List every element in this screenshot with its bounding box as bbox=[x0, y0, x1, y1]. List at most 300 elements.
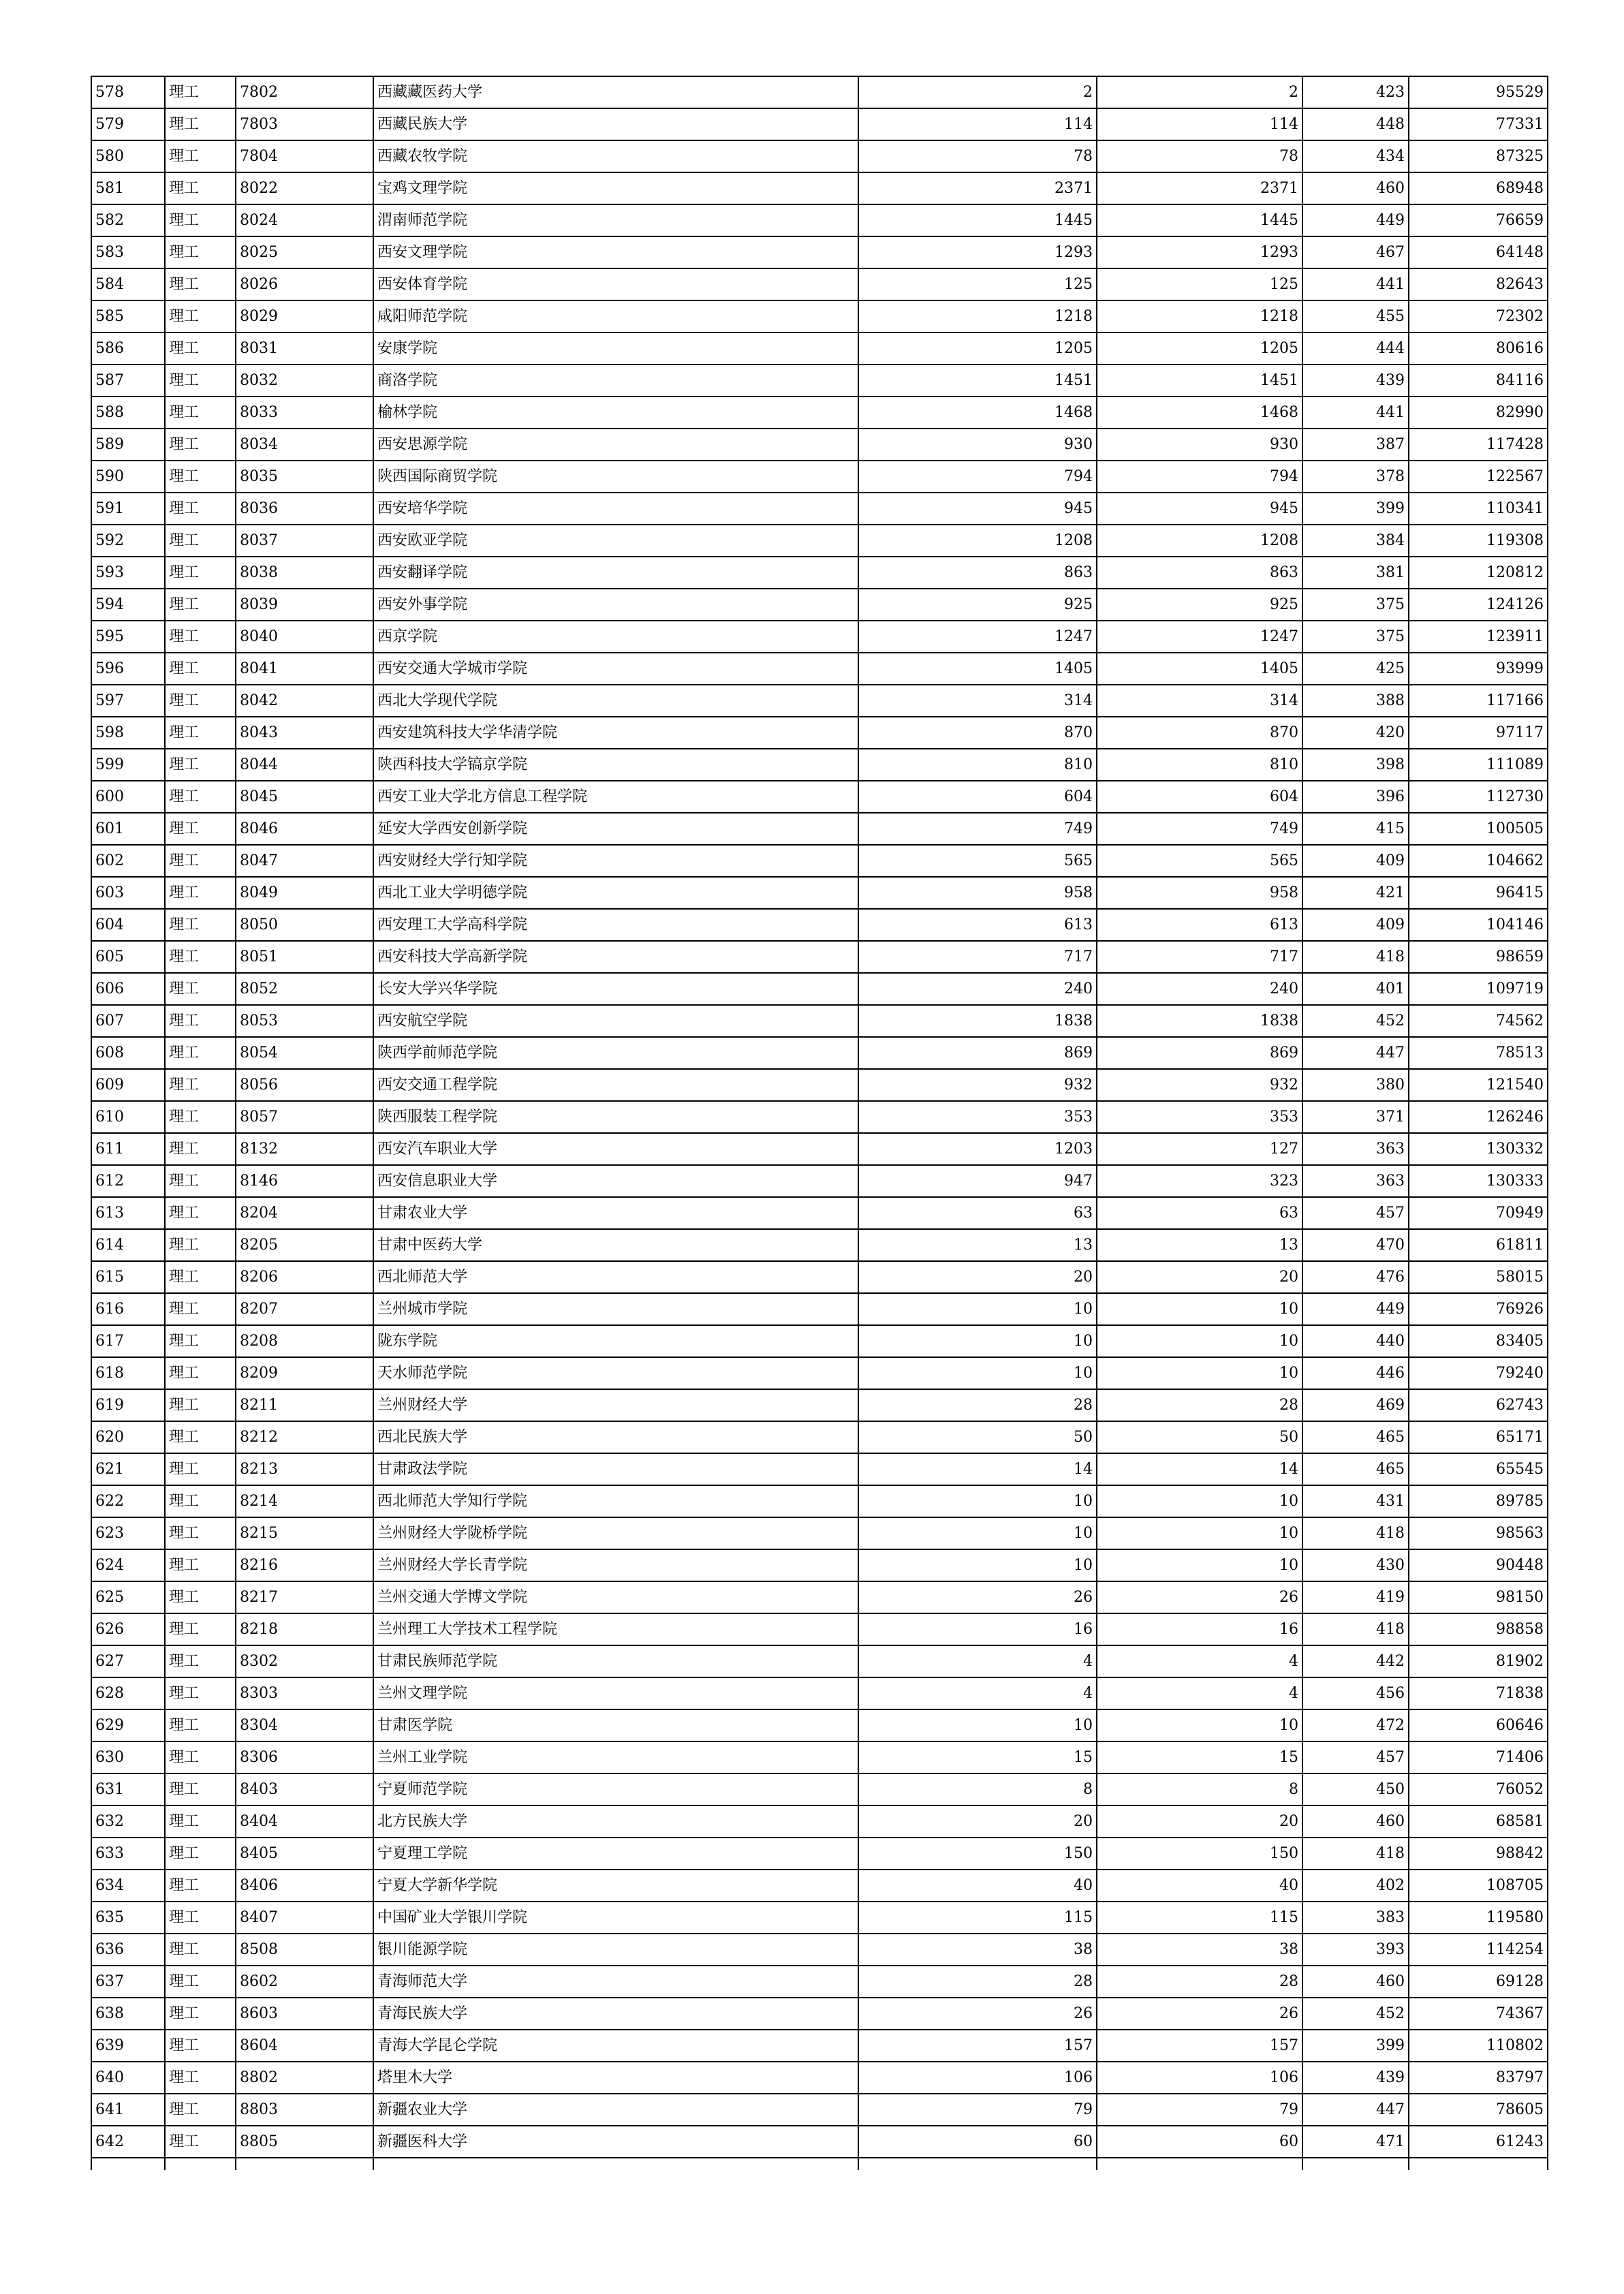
seq-cell: 621 bbox=[91, 1453, 165, 1485]
seq-cell: 636 bbox=[91, 1934, 165, 1966]
plan-count-cell: 150 bbox=[858, 1838, 1097, 1870]
category-cell: 理工 bbox=[165, 2126, 236, 2158]
category-cell: 理工 bbox=[165, 877, 236, 909]
plan-count-cell: 870 bbox=[858, 717, 1097, 749]
min-score-cell: 446 bbox=[1302, 1357, 1409, 1389]
seq-cell: 581 bbox=[91, 172, 165, 204]
min-score-cell: 457 bbox=[1302, 1741, 1409, 1773]
min-score-cell: 449 bbox=[1302, 1293, 1409, 1325]
plan-count-cell: 1293 bbox=[858, 236, 1097, 268]
school-code-cell: 8047 bbox=[236, 845, 373, 877]
min-score-cell: 476 bbox=[1302, 1261, 1409, 1293]
category-cell: 理工 bbox=[165, 557, 236, 589]
category-cell: 理工 bbox=[165, 1197, 236, 1229]
category-cell: 理工 bbox=[165, 1709, 236, 1741]
seq-cell: 598 bbox=[91, 717, 165, 749]
enrolled-count-cell: 125 bbox=[1097, 268, 1302, 300]
enrolled-count-cell: 323 bbox=[1097, 1165, 1302, 1197]
category-cell: 理工 bbox=[165, 1165, 236, 1197]
min-rank-cell: 96415 bbox=[1409, 877, 1548, 909]
table-row bbox=[91, 332, 1548, 365]
school-name-cell: 青海大学昆仑学院 bbox=[373, 2030, 858, 2062]
min-rank-cell: 87325 bbox=[1409, 140, 1548, 172]
school-name-cell: 西京学院 bbox=[373, 621, 858, 653]
empty-cell bbox=[858, 2158, 1097, 2170]
school-name-cell: 西安思源学院 bbox=[373, 429, 858, 461]
min-rank-cell: 71406 bbox=[1409, 1741, 1548, 1773]
seq-cell: 611 bbox=[91, 1133, 165, 1165]
school-code-cell: 8029 bbox=[236, 300, 373, 332]
min-rank-cell: 126246 bbox=[1409, 1101, 1548, 1133]
school-name-cell: 陕西国际商贸学院 bbox=[373, 461, 858, 493]
seq-cell: 604 bbox=[91, 909, 165, 941]
table-row bbox=[91, 973, 1548, 1005]
min-rank-cell: 98842 bbox=[1409, 1838, 1548, 1870]
table-row bbox=[91, 365, 1548, 397]
seq-cell: 629 bbox=[91, 1709, 165, 1741]
plan-count-cell: 240 bbox=[858, 973, 1097, 1005]
seq-cell: 610 bbox=[91, 1101, 165, 1133]
seq-cell: 595 bbox=[91, 621, 165, 653]
plan-count-cell: 10 bbox=[858, 1485, 1097, 1517]
enrolled-count-cell: 10 bbox=[1097, 1517, 1302, 1549]
plan-count-cell: 8 bbox=[858, 1773, 1097, 1805]
school-name-cell: 咸阳师范学院 bbox=[373, 300, 858, 332]
school-name-cell: 兰州财经大学长青学院 bbox=[373, 1549, 858, 1581]
seq-cell: 578 bbox=[91, 76, 165, 108]
min-score-cell: 388 bbox=[1302, 685, 1409, 717]
min-score-cell: 465 bbox=[1302, 1421, 1409, 1453]
seq-cell: 639 bbox=[91, 2030, 165, 2062]
school-code-cell: 8213 bbox=[236, 1453, 373, 1485]
school-name-cell: 榆林学院 bbox=[373, 397, 858, 429]
empty-cell bbox=[1409, 2158, 1548, 2170]
enrolled-count-cell: 930 bbox=[1097, 429, 1302, 461]
category-cell: 理工 bbox=[165, 268, 236, 300]
min-rank-cell: 111089 bbox=[1409, 749, 1548, 781]
plan-count-cell: 13 bbox=[858, 1229, 1097, 1261]
school-name-cell: 甘肃医学院 bbox=[373, 1709, 858, 1741]
category-cell: 理工 bbox=[165, 1101, 236, 1133]
min-score-cell: 447 bbox=[1302, 1037, 1409, 1069]
category-cell: 理工 bbox=[165, 76, 236, 108]
min-score-cell: 393 bbox=[1302, 1934, 1409, 1966]
plan-count-cell: 20 bbox=[858, 1805, 1097, 1838]
table-row bbox=[91, 1197, 1548, 1229]
empty-cell bbox=[1302, 2158, 1409, 2170]
school-code-cell: 8052 bbox=[236, 973, 373, 1005]
school-code-cell: 8209 bbox=[236, 1357, 373, 1389]
min-rank-cell: 93999 bbox=[1409, 653, 1548, 685]
table-row bbox=[91, 172, 1548, 204]
plan-count-cell: 1208 bbox=[858, 525, 1097, 557]
min-score-cell: 381 bbox=[1302, 557, 1409, 589]
seq-cell: 625 bbox=[91, 1581, 165, 1613]
school-code-cell: 8034 bbox=[236, 429, 373, 461]
school-code-cell: 8025 bbox=[236, 236, 373, 268]
table-row bbox=[91, 1709, 1548, 1741]
plan-count-cell: 930 bbox=[858, 429, 1097, 461]
seq-cell: 616 bbox=[91, 1293, 165, 1325]
category-cell: 理工 bbox=[165, 525, 236, 557]
enrolled-count-cell: 26 bbox=[1097, 1998, 1302, 2030]
plan-count-cell: 28 bbox=[858, 1966, 1097, 1998]
school-name-cell: 西北民族大学 bbox=[373, 1421, 858, 1453]
min-score-cell: 418 bbox=[1302, 1517, 1409, 1549]
table-row bbox=[91, 2094, 1548, 2126]
min-rank-cell: 130333 bbox=[1409, 1165, 1548, 1197]
table-row bbox=[91, 1517, 1548, 1549]
seq-cell: 632 bbox=[91, 1805, 165, 1838]
school-name-cell: 安康学院 bbox=[373, 332, 858, 365]
table-row bbox=[91, 1421, 1548, 1453]
min-rank-cell: 64148 bbox=[1409, 236, 1548, 268]
category-cell: 理工 bbox=[165, 1838, 236, 1870]
school-name-cell: 西安交通大学城市学院 bbox=[373, 653, 858, 685]
min-score-cell: 421 bbox=[1302, 877, 1409, 909]
category-cell: 理工 bbox=[165, 845, 236, 877]
category-cell: 理工 bbox=[165, 1069, 236, 1101]
table-row bbox=[91, 1805, 1548, 1838]
category-cell: 理工 bbox=[165, 1805, 236, 1838]
table-row bbox=[91, 268, 1548, 300]
min-rank-cell: 58015 bbox=[1409, 1261, 1548, 1293]
enrolled-count-cell: 63 bbox=[1097, 1197, 1302, 1229]
min-score-cell: 434 bbox=[1302, 140, 1409, 172]
plan-count-cell: 794 bbox=[858, 461, 1097, 493]
seq-cell: 633 bbox=[91, 1838, 165, 1870]
plan-count-cell: 749 bbox=[858, 813, 1097, 845]
min-rank-cell: 71838 bbox=[1409, 1677, 1548, 1709]
min-rank-cell: 60646 bbox=[1409, 1709, 1548, 1741]
category-cell: 理工 bbox=[165, 685, 236, 717]
table-row bbox=[91, 1581, 1548, 1613]
table-row bbox=[91, 1261, 1548, 1293]
min-score-cell: 452 bbox=[1302, 1005, 1409, 1037]
plan-count-cell: 1405 bbox=[858, 653, 1097, 685]
seq-cell: 631 bbox=[91, 1773, 165, 1805]
school-code-cell: 8208 bbox=[236, 1325, 373, 1357]
plan-count-cell: 28 bbox=[858, 1389, 1097, 1421]
min-score-cell: 409 bbox=[1302, 845, 1409, 877]
min-score-cell: 384 bbox=[1302, 525, 1409, 557]
school-code-cell: 8039 bbox=[236, 589, 373, 621]
seq-cell: 582 bbox=[91, 204, 165, 236]
min-rank-cell: 122567 bbox=[1409, 461, 1548, 493]
school-name-cell: 新疆农业大学 bbox=[373, 2094, 858, 2126]
min-rank-cell: 74367 bbox=[1409, 1998, 1548, 2030]
min-score-cell: 420 bbox=[1302, 717, 1409, 749]
enrolled-count-cell: 10 bbox=[1097, 1325, 1302, 1357]
min-score-cell: 450 bbox=[1302, 1773, 1409, 1805]
category-cell: 理工 bbox=[165, 429, 236, 461]
school-code-cell: 8215 bbox=[236, 1517, 373, 1549]
category-cell: 理工 bbox=[165, 1966, 236, 1998]
table-row bbox=[91, 877, 1548, 909]
plan-count-cell: 14 bbox=[858, 1453, 1097, 1485]
min-score-cell: 449 bbox=[1302, 204, 1409, 236]
min-score-cell: 425 bbox=[1302, 653, 1409, 685]
seq-cell: 586 bbox=[91, 332, 165, 365]
plan-count-cell: 1205 bbox=[858, 332, 1097, 365]
table-row bbox=[91, 2030, 1548, 2062]
school-name-cell: 甘肃政法学院 bbox=[373, 1453, 858, 1485]
table-row bbox=[91, 653, 1548, 685]
category-cell: 理工 bbox=[165, 973, 236, 1005]
plan-count-cell: 10 bbox=[858, 1517, 1097, 1549]
min-rank-cell: 80616 bbox=[1409, 332, 1548, 365]
category-cell: 理工 bbox=[165, 717, 236, 749]
plan-count-cell: 2371 bbox=[858, 172, 1097, 204]
table-row bbox=[91, 1133, 1548, 1165]
plan-count-cell: 947 bbox=[858, 1165, 1097, 1197]
table-row bbox=[91, 1229, 1548, 1261]
category-cell: 理工 bbox=[165, 1902, 236, 1934]
table-row-cutoff bbox=[91, 2158, 1548, 2170]
school-code-cell: 8056 bbox=[236, 1069, 373, 1101]
plan-count-cell: 810 bbox=[858, 749, 1097, 781]
min-rank-cell: 112730 bbox=[1409, 781, 1548, 813]
min-rank-cell: 74562 bbox=[1409, 1005, 1548, 1037]
category-cell: 理工 bbox=[165, 1677, 236, 1709]
school-name-cell: 宁夏理工学院 bbox=[373, 1838, 858, 1870]
plan-count-cell: 1468 bbox=[858, 397, 1097, 429]
table-row bbox=[91, 1838, 1548, 1870]
enrolled-count-cell: 50 bbox=[1097, 1421, 1302, 1453]
category-cell: 理工 bbox=[165, 1741, 236, 1773]
seq-cell: 623 bbox=[91, 1517, 165, 1549]
seq-cell: 614 bbox=[91, 1229, 165, 1261]
school-name-cell: 北方民族大学 bbox=[373, 1805, 858, 1838]
category-cell: 理工 bbox=[165, 108, 236, 140]
school-code-cell: 8032 bbox=[236, 365, 373, 397]
plan-count-cell: 10 bbox=[858, 1549, 1097, 1581]
school-name-cell: 宝鸡文理学院 bbox=[373, 172, 858, 204]
school-name-cell: 西安信息职业大学 bbox=[373, 1165, 858, 1197]
empty-cell bbox=[91, 2158, 165, 2170]
min-rank-cell: 83405 bbox=[1409, 1325, 1548, 1357]
table-row bbox=[91, 1966, 1548, 1998]
min-rank-cell: 117166 bbox=[1409, 685, 1548, 717]
plan-count-cell: 10 bbox=[858, 1357, 1097, 1389]
min-score-cell: 419 bbox=[1302, 1581, 1409, 1613]
table-row bbox=[91, 557, 1548, 589]
enrolled-count-cell: 869 bbox=[1097, 1037, 1302, 1069]
table-row bbox=[91, 621, 1548, 653]
school-code-cell: 7803 bbox=[236, 108, 373, 140]
school-code-cell: 8033 bbox=[236, 397, 373, 429]
school-code-cell: 8306 bbox=[236, 1741, 373, 1773]
school-code-cell: 8038 bbox=[236, 557, 373, 589]
min-score-cell: 375 bbox=[1302, 589, 1409, 621]
min-score-cell: 418 bbox=[1302, 1613, 1409, 1645]
table-row bbox=[91, 845, 1548, 877]
empty-cell bbox=[1097, 2158, 1302, 2170]
category-cell: 理工 bbox=[165, 1998, 236, 2030]
min-score-cell: 448 bbox=[1302, 108, 1409, 140]
seq-cell: 620 bbox=[91, 1421, 165, 1453]
table-row bbox=[91, 1613, 1548, 1645]
school-name-cell: 西安欧亚学院 bbox=[373, 525, 858, 557]
min-rank-cell: 104146 bbox=[1409, 909, 1548, 941]
min-rank-cell: 89785 bbox=[1409, 1485, 1548, 1517]
table-row bbox=[91, 1934, 1548, 1966]
school-code-cell: 8602 bbox=[236, 1966, 373, 1998]
enrolled-count-cell: 565 bbox=[1097, 845, 1302, 877]
seq-cell: 603 bbox=[91, 877, 165, 909]
plan-count-cell: 604 bbox=[858, 781, 1097, 813]
plan-count-cell: 10 bbox=[858, 1709, 1097, 1741]
min-rank-cell: 81902 bbox=[1409, 1645, 1548, 1677]
table-row bbox=[91, 1773, 1548, 1805]
enrolled-count-cell: 1405 bbox=[1097, 653, 1302, 685]
seq-cell: 596 bbox=[91, 653, 165, 685]
school-code-cell: 8803 bbox=[236, 2094, 373, 2126]
plan-count-cell: 1247 bbox=[858, 621, 1097, 653]
min-score-cell: 418 bbox=[1302, 941, 1409, 973]
seq-cell: 640 bbox=[91, 2062, 165, 2094]
min-score-cell: 399 bbox=[1302, 493, 1409, 525]
seq-cell: 587 bbox=[91, 365, 165, 397]
min-score-cell: 460 bbox=[1302, 1805, 1409, 1838]
plan-count-cell: 79 bbox=[858, 2094, 1097, 2126]
min-score-cell: 440 bbox=[1302, 1325, 1409, 1357]
school-name-cell: 银川能源学院 bbox=[373, 1934, 858, 1966]
min-score-cell: 409 bbox=[1302, 909, 1409, 941]
school-name-cell: 西北工业大学明德学院 bbox=[373, 877, 858, 909]
category-cell: 理工 bbox=[165, 2030, 236, 2062]
school-code-cell: 8043 bbox=[236, 717, 373, 749]
category-cell: 理工 bbox=[165, 461, 236, 493]
table-row bbox=[91, 1549, 1548, 1581]
school-code-cell: 8217 bbox=[236, 1581, 373, 1613]
category-cell: 理工 bbox=[165, 365, 236, 397]
min-rank-cell: 77331 bbox=[1409, 108, 1548, 140]
min-score-cell: 469 bbox=[1302, 1389, 1409, 1421]
school-code-cell: 7802 bbox=[236, 76, 373, 108]
category-cell: 理工 bbox=[165, 1773, 236, 1805]
enrolled-count-cell: 2371 bbox=[1097, 172, 1302, 204]
min-rank-cell: 69128 bbox=[1409, 1966, 1548, 1998]
category-cell: 理工 bbox=[165, 1229, 236, 1261]
table-row bbox=[91, 493, 1548, 525]
school-code-cell: 8132 bbox=[236, 1133, 373, 1165]
table-row bbox=[91, 204, 1548, 236]
category-cell: 理工 bbox=[165, 1549, 236, 1581]
category-cell: 理工 bbox=[165, 1261, 236, 1293]
seq-cell: 589 bbox=[91, 429, 165, 461]
min-score-cell: 371 bbox=[1302, 1101, 1409, 1133]
enrolled-count-cell: 60 bbox=[1097, 2126, 1302, 2158]
min-rank-cell: 98563 bbox=[1409, 1517, 1548, 1549]
school-code-cell: 8042 bbox=[236, 685, 373, 717]
school-code-cell: 8216 bbox=[236, 1549, 373, 1581]
enrolled-count-cell: 10 bbox=[1097, 1293, 1302, 1325]
min-score-cell: 470 bbox=[1302, 1229, 1409, 1261]
school-code-cell: 7804 bbox=[236, 140, 373, 172]
seq-cell: 618 bbox=[91, 1357, 165, 1389]
min-rank-cell: 110802 bbox=[1409, 2030, 1548, 2062]
school-name-cell: 西安工业大学北方信息工程学院 bbox=[373, 781, 858, 813]
min-score-cell: 471 bbox=[1302, 2126, 1409, 2158]
category-cell: 理工 bbox=[165, 653, 236, 685]
plan-count-cell: 932 bbox=[858, 1069, 1097, 1101]
school-code-cell: 8604 bbox=[236, 2030, 373, 2062]
seq-cell: 634 bbox=[91, 1870, 165, 1902]
plan-count-cell: 15 bbox=[858, 1741, 1097, 1773]
min-rank-cell: 72302 bbox=[1409, 300, 1548, 332]
school-code-cell: 8040 bbox=[236, 621, 373, 653]
min-rank-cell: 97117 bbox=[1409, 717, 1548, 749]
min-rank-cell: 98150 bbox=[1409, 1581, 1548, 1613]
school-name-cell: 西藏藏医药大学 bbox=[373, 76, 858, 108]
school-name-cell: 西安建筑科技大学华清学院 bbox=[373, 717, 858, 749]
enrolled-count-cell: 4 bbox=[1097, 1677, 1302, 1709]
enrolled-count-cell: 1293 bbox=[1097, 236, 1302, 268]
enrolled-count-cell: 870 bbox=[1097, 717, 1302, 749]
plan-count-cell: 60 bbox=[858, 2126, 1097, 2158]
category-cell: 理工 bbox=[165, 140, 236, 172]
enrolled-count-cell: 10 bbox=[1097, 1549, 1302, 1581]
category-cell: 理工 bbox=[165, 204, 236, 236]
enrolled-count-cell: 16 bbox=[1097, 1613, 1302, 1645]
category-cell: 理工 bbox=[165, 621, 236, 653]
min-rank-cell: 78513 bbox=[1409, 1037, 1548, 1069]
plan-count-cell: 1218 bbox=[858, 300, 1097, 332]
plan-count-cell: 38 bbox=[858, 1934, 1097, 1966]
min-rank-cell: 68581 bbox=[1409, 1805, 1548, 1838]
plan-count-cell: 314 bbox=[858, 685, 1097, 717]
plan-count-cell: 1203 bbox=[858, 1133, 1097, 1165]
school-code-cell: 8212 bbox=[236, 1421, 373, 1453]
seq-cell: 609 bbox=[91, 1069, 165, 1101]
seq-cell: 622 bbox=[91, 1485, 165, 1517]
table-row bbox=[91, 2126, 1548, 2158]
seq-cell: 601 bbox=[91, 813, 165, 845]
min-rank-cell: 114254 bbox=[1409, 1934, 1548, 1966]
enrolled-count-cell: 28 bbox=[1097, 1966, 1302, 1998]
table-row bbox=[91, 909, 1548, 941]
min-score-cell: 383 bbox=[1302, 1902, 1409, 1934]
table-row bbox=[91, 1389, 1548, 1421]
table-row bbox=[91, 461, 1548, 493]
school-code-cell: 8304 bbox=[236, 1709, 373, 1741]
category-cell: 理工 bbox=[165, 1389, 236, 1421]
school-code-cell: 8045 bbox=[236, 781, 373, 813]
min-rank-cell: 62743 bbox=[1409, 1389, 1548, 1421]
school-code-cell: 8022 bbox=[236, 172, 373, 204]
school-code-cell: 8146 bbox=[236, 1165, 373, 1197]
min-score-cell: 439 bbox=[1302, 365, 1409, 397]
min-score-cell: 472 bbox=[1302, 1709, 1409, 1741]
school-name-cell: 西北师范大学 bbox=[373, 1261, 858, 1293]
plan-count-cell: 20 bbox=[858, 1261, 1097, 1293]
min-rank-cell: 82990 bbox=[1409, 397, 1548, 429]
min-rank-cell: 121540 bbox=[1409, 1069, 1548, 1101]
min-rank-cell: 123911 bbox=[1409, 621, 1548, 653]
enrolled-count-cell: 794 bbox=[1097, 461, 1302, 493]
plan-count-cell: 613 bbox=[858, 909, 1097, 941]
min-score-cell: 398 bbox=[1302, 749, 1409, 781]
min-score-cell: 460 bbox=[1302, 1966, 1409, 1998]
min-score-cell: 415 bbox=[1302, 813, 1409, 845]
min-score-cell: 396 bbox=[1302, 781, 1409, 813]
enrolled-count-cell: 26 bbox=[1097, 1581, 1302, 1613]
min-rank-cell: 117428 bbox=[1409, 429, 1548, 461]
seq-cell: 599 bbox=[91, 749, 165, 781]
enrolled-count-cell: 1247 bbox=[1097, 621, 1302, 653]
min-rank-cell: 110341 bbox=[1409, 493, 1548, 525]
